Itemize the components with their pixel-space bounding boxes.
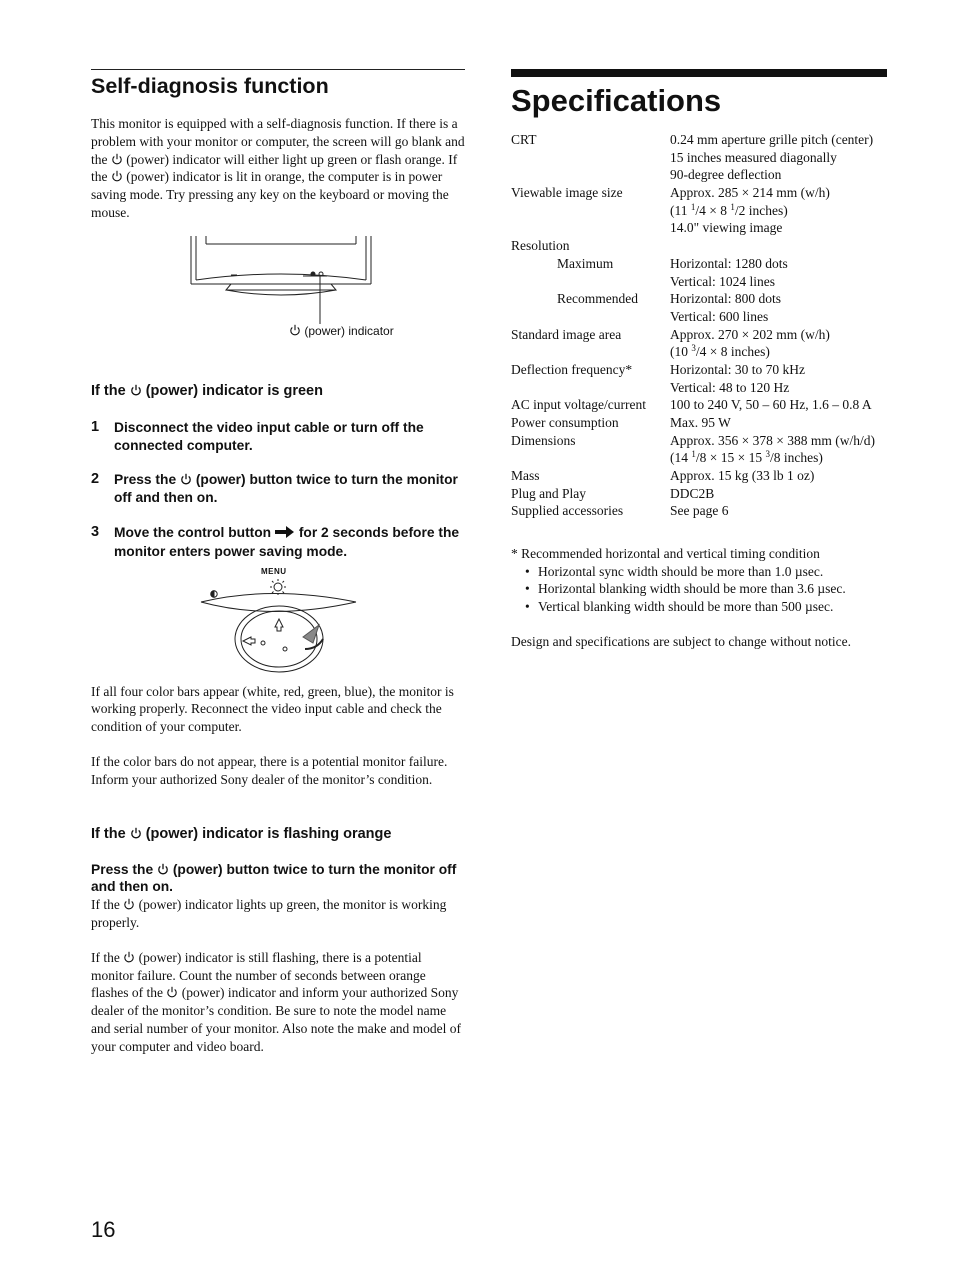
spec-value: Horizontal: 1280 dots (670, 255, 788, 271)
footnote-bullet: • Vertical blanking width should be more than 500 µsec. (525, 598, 834, 614)
specifications-title: Specifications (511, 83, 722, 118)
spec-row (511, 308, 887, 326)
step-2: 2 Press the (power) button twice to turn the monitor off and then on. (91, 471, 458, 506)
page-number: 16 (91, 1217, 116, 1242)
section-title: Self-diagnosis function (91, 74, 329, 98)
step-number: 3 (91, 523, 100, 540)
spec-row (511, 396, 887, 414)
spec-row (511, 485, 887, 503)
spec-value: Vertical: 48 to 120 Hz (670, 379, 790, 395)
spec-label: Plug and Play (511, 485, 587, 501)
spec-row (511, 326, 887, 344)
spec-value: (14 $^1$/8 × 15 × 15 $^3$/8 inches) (670, 449, 823, 466)
power-icon (166, 986, 178, 998)
power-icon (130, 384, 142, 396)
figure-caption: (power) indicator (289, 324, 394, 338)
failure-paragraph: If the color bars do not appear, there is a potential monitor failure. Inform your authorized Sony dealer of the monitor’s condition. (91, 753, 448, 787)
power-icon (289, 324, 301, 336)
spec-row (511, 502, 887, 520)
spec-row (511, 343, 887, 361)
menu-label: MENU (261, 566, 287, 576)
power-icon (123, 951, 135, 963)
spec-value: Vertical: 600 lines (670, 308, 769, 324)
spec-value: Vertical: 1024 lines (670, 273, 775, 289)
bullet-icon: • (525, 598, 530, 614)
control-button-figure (91, 567, 465, 677)
monitor-illustration (91, 232, 465, 332)
step-3: 3 Move the control button for 2 seconds before the monitor enters power saving mode. (91, 523, 460, 559)
spec-row (511, 184, 887, 202)
spec-row (511, 219, 887, 237)
spec-row (511, 414, 887, 432)
arrow-right-icon (275, 525, 295, 543)
spec-value: Max. 95 W (670, 415, 731, 430)
footnote-title: * Recommended horizontal and vertical timing condition (511, 546, 820, 562)
spec-label: Mass (511, 468, 540, 484)
spec-value: 90-degree deflection (670, 167, 782, 183)
step-1 (91, 419, 465, 455)
power-icon (180, 473, 192, 485)
spec-row (511, 131, 887, 149)
power-icon (111, 170, 123, 182)
spec-label: Standard image area (511, 326, 622, 342)
spec-row (511, 379, 887, 397)
spec-label: Viewable image size (511, 185, 623, 201)
orange-result-paragraph: If the (power) indicator lights up green, the monitor is working properly. (91, 897, 447, 930)
spec-row (511, 237, 887, 255)
spec-label: AC input voltage/current (511, 397, 646, 413)
spec-row (511, 432, 887, 450)
spec-row (511, 255, 887, 273)
spec-value: DDC2B (670, 485, 715, 501)
spec-label: Supplied accessories (511, 503, 624, 519)
spec-value: 15 inches measured diagonally (670, 149, 837, 165)
spec-value: Approx. 285 × 214 mm (w/h) (670, 185, 830, 201)
self-diagnosis-section (91, 69, 465, 1056)
footnotes (511, 545, 887, 650)
spec-label: Dimensions (511, 432, 576, 448)
spec-value: (10 $^3$/4 × 8 inches) (670, 343, 770, 360)
power-icon (123, 898, 135, 910)
bullet-icon: • (525, 563, 530, 579)
control-button-illustration (91, 567, 465, 677)
spec-value: Horizontal: 800 dots (670, 291, 781, 307)
spec-value: 14.0" viewing image (670, 220, 783, 236)
spec-row (511, 467, 887, 485)
spec-label: Maximum (557, 255, 614, 271)
orange-failure-paragraph: If the (power) indicator is still flashing, there is a potential monitor failure. Count the number of seconds between orange flashes of the (power) indicator and inform your authorized Sony dealer of the monitor’s condition. Be sure to note the model name and serial number of your monitor. Also note the make and model of your computer and video board. (91, 949, 462, 1054)
step-number: 2 (91, 471, 100, 488)
footnote-bullet: • Horizontal sync width should be more than 1.0 µsec. (525, 563, 824, 579)
spec-value: Horizontal: 30 to 70 kHz (670, 361, 805, 377)
spec-table (511, 131, 887, 520)
spec-row (511, 202, 887, 220)
spec-label: Deflection frequency* (511, 361, 633, 377)
section-rule (91, 69, 465, 70)
orange-instruction: Press the (power) button twice to turn the monitor off and then on. (91, 861, 457, 895)
disclaimer: Design and specifications are subject to change without notice. (511, 633, 852, 649)
spec-value: (11 $^1$/4 × 8 $^1$/2 inches) (670, 201, 788, 218)
footnote-bullet: • Horizontal blanking width should be more than 3.6 µsec. (525, 581, 846, 597)
specifications-section (511, 69, 887, 650)
spec-value: Approx. 15 kg (33 lb 1 oz) (670, 468, 815, 484)
spec-label: Recommended (557, 291, 638, 307)
bullet-icon: • (525, 581, 530, 597)
spec-value: See page 6 (670, 503, 729, 519)
spec-label: Resolution (511, 238, 570, 254)
spec-value: 100 to 240 V, 50 – 60 Hz, 1.6 – 0.8 A (670, 397, 872, 413)
color-bars-paragraph: If all four color bars appear (white, red, green, blue), the monitor is working properly. Reconnect the video input cable and check the condition of your computer. (91, 683, 454, 735)
spec-value: Approx. 356 × 378 × 388 mm (w/h/d) (670, 432, 875, 448)
power-icon (130, 827, 142, 839)
spec-row (511, 273, 887, 291)
step-number: 1 (91, 418, 100, 435)
spec-row (511, 290, 887, 308)
spec-value: 0.24 mm aperture grille pitch (center) (670, 132, 874, 147)
intro-paragraph: This monitor is equipped with a self-diagnosis function. If there is a problem with your monitor or computer, the screen will go blank and the (power) indicator will either light up green or flash orange. If the (power) indicator is lit in orange, the computer is in power saving mode. Try pressing any key on the keyboard or moving the mouse. (91, 116, 465, 220)
green-indicator-heading: If the (power) indicator is green (91, 382, 323, 399)
power-icon (157, 863, 169, 875)
spec-row (511, 361, 887, 379)
spec-row (511, 166, 887, 184)
power-icon (111, 153, 123, 165)
monitor-figure (91, 232, 465, 350)
spec-row (511, 149, 887, 167)
step-text: Disconnect the video input cable or turn off the connected computer. (114, 419, 424, 453)
spec-label: CRT (511, 132, 537, 147)
orange-indicator-heading: If the (power) indicator is flashing orange (91, 825, 392, 842)
section-rule-thick (511, 69, 887, 77)
spec-label: Power consumption (511, 415, 619, 430)
spec-row (511, 449, 887, 467)
spec-value: Approx. 270 × 202 mm (w/h) (670, 326, 830, 342)
